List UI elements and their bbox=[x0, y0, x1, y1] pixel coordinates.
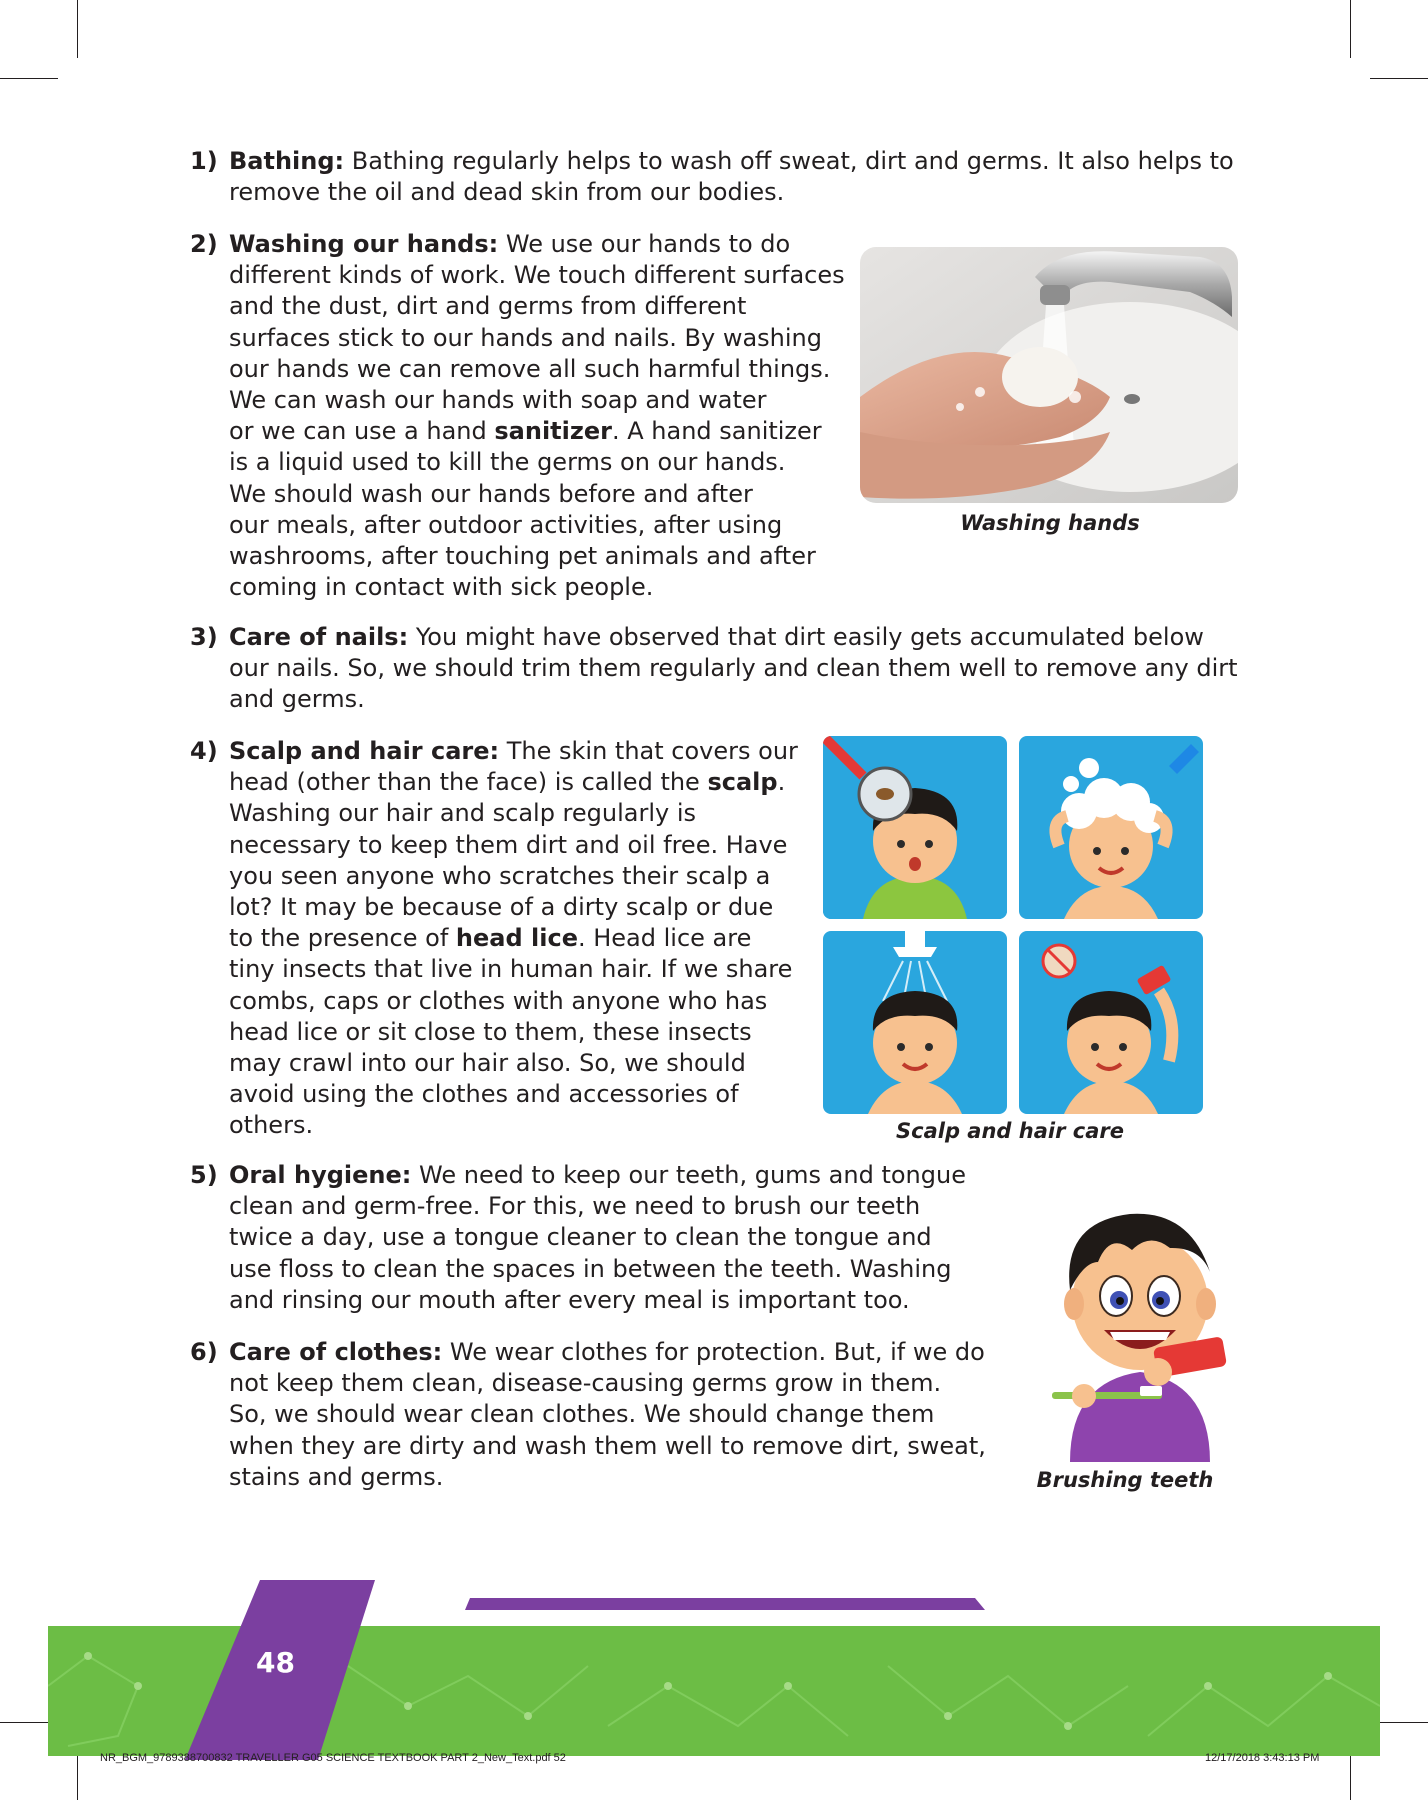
item-term: Bathing: bbox=[229, 147, 345, 175]
item-text: . Washing our hair and scalp regularly is necessary to keep them dirt and oil free. Have you seen anyone who scratches their scalp a lot? It may be because of a dirty scalp or due to the presence of bbox=[229, 768, 788, 953]
item-bathing bbox=[190, 146, 1250, 208]
crop-mark-top-left-v bbox=[77, 0, 78, 58]
item-number: 1) bbox=[190, 147, 218, 175]
hair-panel-shower bbox=[823, 931, 1007, 1114]
caption-scalp-hair: Scalp and hair care bbox=[896, 1119, 1124, 1143]
item-number: 2) bbox=[190, 230, 218, 258]
boy-brushing-teeth-illustration bbox=[1040, 1192, 1240, 1462]
caption-brushing-teeth: Brushing teeth bbox=[1036, 1468, 1214, 1492]
item-washing-hands bbox=[190, 229, 850, 603]
item-body bbox=[229, 229, 850, 603]
hair-panel-shampoo bbox=[1019, 736, 1203, 919]
item-text: We use our hands to do different kinds of work. We touch different surfaces and the dust, dirt and germs from different surfaces stick to our hands and nails. By washing our hands we can remove all such harmful things. We can wash our hands with soap and water or we can use a hand bbox=[229, 230, 845, 446]
print-slug-left: NR_BGM_9789388700832 TRAVELLER G05 SCIENCE TEXTBOOK PART 2_New_Text.pdf 52 bbox=[100, 1752, 566, 1764]
item-term: Care of clothes: bbox=[229, 1338, 443, 1366]
item-scalp-hair-care bbox=[190, 736, 810, 1142]
item-care-of-nails bbox=[190, 622, 1250, 716]
keyword-sanitizer: sanitizer bbox=[494, 417, 612, 446]
item-body bbox=[229, 1337, 1020, 1493]
item-text: We wear clothes for protection. But, if we do not keep them clean, disease-causing germs grow in them. So, we should wear clean clothes. We should change them when they are dirty and wash them well to remove dirt, sweat, stains and germs. bbox=[229, 1338, 986, 1491]
hair-panel-lice-check bbox=[823, 736, 1007, 919]
item-body bbox=[229, 622, 1250, 716]
item-text: You might have observed that dirt easily gets accumulated below our nails. So, we should trim them regularly and clean them well to remove any dirt and germs. bbox=[229, 623, 1238, 714]
boy-lice-check-illustration bbox=[823, 736, 1007, 919]
washing-hands-illustration bbox=[860, 247, 1238, 503]
hair-panel-comb bbox=[1019, 931, 1203, 1114]
item-term: Washing our hands: bbox=[229, 230, 499, 258]
item-term: Oral hygiene: bbox=[229, 1161, 412, 1189]
boy-shampoo-illustration bbox=[1019, 736, 1203, 919]
item-number: 6) bbox=[190, 1338, 218, 1366]
keyword-scalp: scalp bbox=[707, 768, 778, 797]
item-body bbox=[229, 146, 1250, 208]
crop-mark-top-right-v bbox=[1350, 0, 1351, 58]
item-number: 4) bbox=[190, 737, 218, 765]
keyword-head-lice: head lice bbox=[455, 924, 578, 953]
print-slug-right: 12/17/2018 3:43:13 PM bbox=[1205, 1752, 1320, 1764]
item-text: We need to keep our teeth, gums and tongue clean and germ-free. For this, we need to brush our teeth twice a day, use a tongue cleaner to clean the tongue and use floss to clean the spaces in between the teeth. Washing and rinsing our mouth after every meal is important too. bbox=[229, 1161, 966, 1314]
item-body bbox=[229, 736, 810, 1142]
item-term: Scalp and hair care: bbox=[229, 737, 500, 765]
boy-comb-illustration bbox=[1019, 931, 1203, 1114]
brushing-teeth-image bbox=[1040, 1192, 1240, 1462]
item-care-of-clothes bbox=[190, 1337, 1020, 1493]
page-number: 48 bbox=[256, 1646, 295, 1679]
item-number: 5) bbox=[190, 1161, 218, 1189]
item-body bbox=[229, 1160, 990, 1316]
item-number: 3) bbox=[190, 623, 218, 651]
boy-shower-illustration bbox=[823, 931, 1007, 1114]
washing-hands-image bbox=[860, 247, 1238, 503]
item-text: . Head lice are tiny insects that live in human hair. If we share combs, caps or clothes with anyone who has head lice or sit close to them, these insects may crawl into our hair also. So, we should avoid using the clothes and accessories of others. bbox=[229, 924, 793, 1140]
caption-washing-hands: Washing hands bbox=[960, 511, 1140, 535]
item-oral-hygiene bbox=[190, 1160, 990, 1316]
crop-mark-top-left-h bbox=[0, 78, 58, 79]
item-text: The skin that covers our head (other than the face) is called the bbox=[229, 737, 798, 797]
crop-mark-top-right-h bbox=[1370, 78, 1428, 79]
item-text: . A hand sanitizer is a liquid used to kill the germs on our hands. We should wash our hands before and after our meals, after outdoor activities, after using washrooms, after touching pet animals and after coming in contact with sick people. bbox=[229, 417, 822, 602]
item-term: Care of nails: bbox=[229, 623, 409, 651]
item-text: Bathing regularly helps to wash off sweat, dirt and germs. It also helps to remove the oil and dead skin from our bodies. bbox=[229, 147, 1234, 207]
footer-purple-shapes bbox=[0, 1570, 1428, 1770]
